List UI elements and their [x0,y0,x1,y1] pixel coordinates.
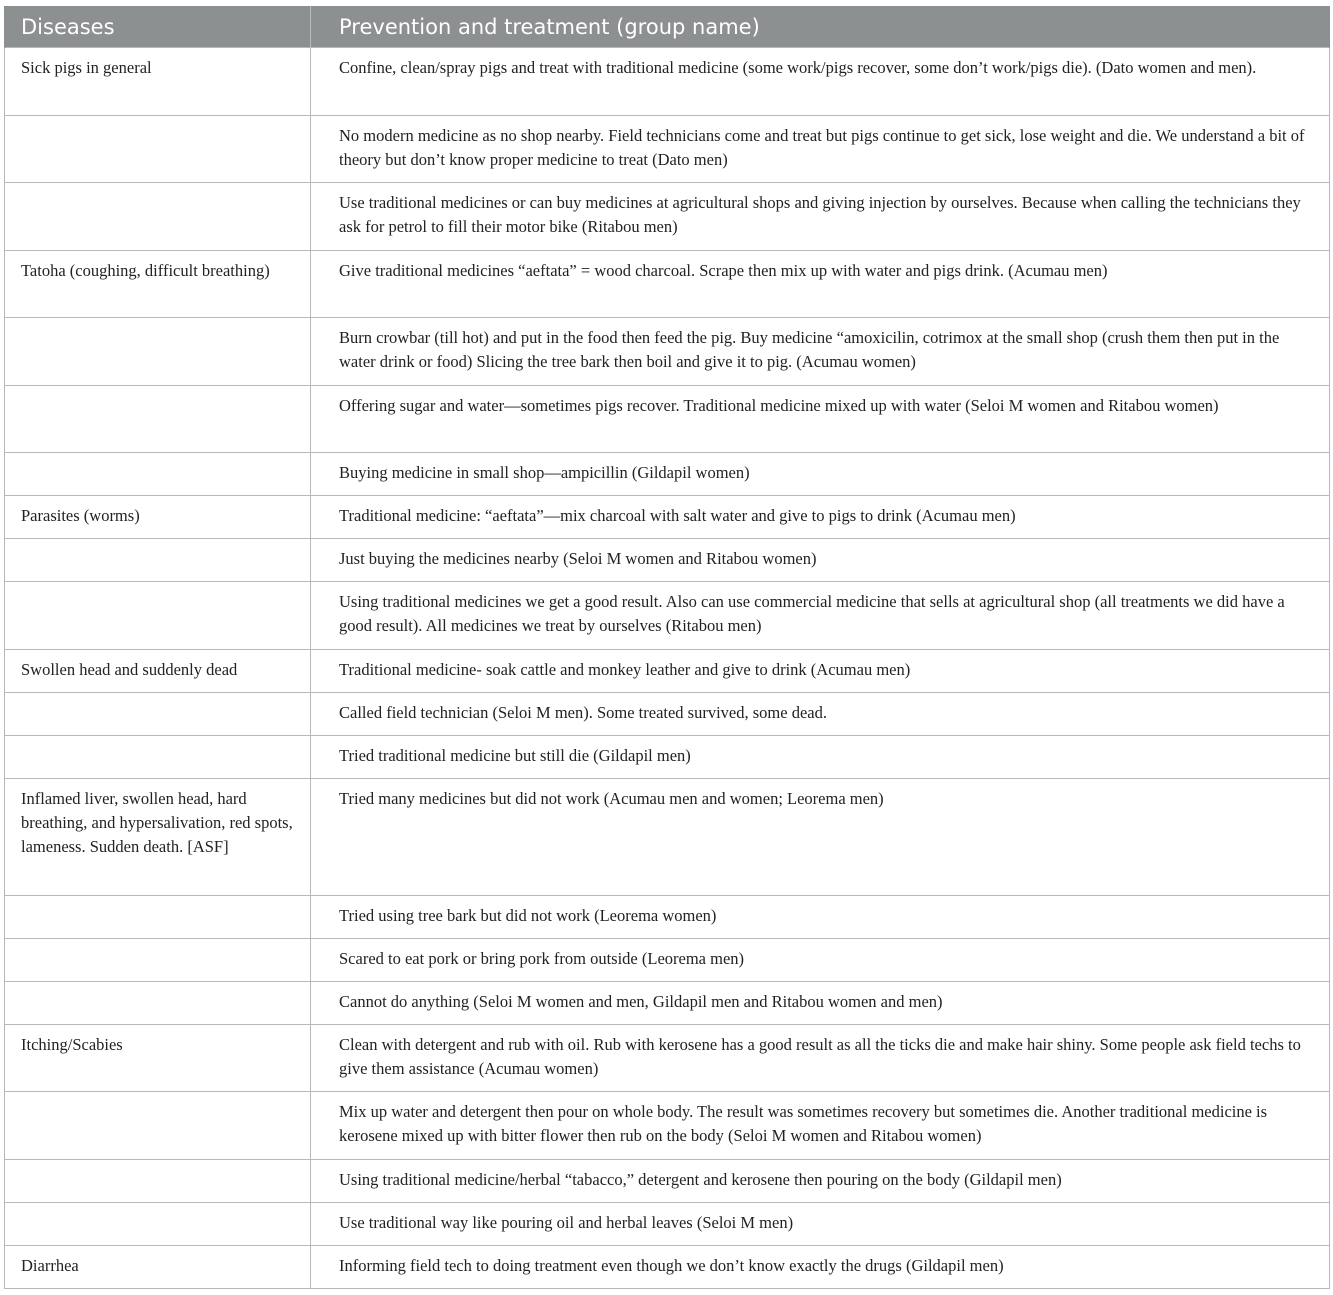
treatment-cell: Use traditional medicines or can buy medicines at agricultural shops and giving injection by ourselves. Because when calling the technicians they ask for petrol to fill their motor bike (Ritabou men) [311,183,1330,251]
disease-cell [5,1092,311,1160]
disease-cell: Diarrhea [5,1245,311,1288]
table-row [5,318,1330,386]
treatment-cell: Tried traditional medicine but still die (Gildapil men) [311,735,1330,778]
table-row [5,895,1330,938]
treatment-cell: Traditional medicine: “aeftata”—mix charcoal with salt water and give to pigs to drink (Acumau men) [311,496,1330,539]
treatment-cell: Just buying the medicines nearby (Seloi M women and Ritabou women) [311,539,1330,582]
treatment-cell: Tried using tree bark but did not work (Leorema women) [311,895,1330,938]
treatment-cell: Clean with detergent and rub with oil. Rub with kerosene has a good result as all the ticks die and make hair shiny. Some people ask field techs to give them assistance (Acumau women) [311,1024,1330,1092]
treatment-cell: Use traditional way like pouring oil and herbal leaves (Seloi M men) [311,1202,1330,1245]
treatment-cell: Cannot do anything (Seloi M women and men, Gildapil men and Ritabou women and men) [311,981,1330,1024]
table-row [5,48,1330,116]
disease-cell [5,318,311,386]
disease-cell [5,385,311,453]
disease-cell [5,582,311,650]
treatment-cell: Mix up water and detergent then pour on whole body. The result was sometimes recovery but sometimes die. Another traditional medicine is kerosene mixed up with bitter flower then rub on the body (Seloi M women and Ritabou women) [311,1092,1330,1160]
disease-cell [5,1202,311,1245]
table-row [5,385,1330,453]
table-row [5,250,1330,318]
disease-cell: Tatoha (coughing, difficult breathing) [5,250,311,318]
table-row [5,649,1330,692]
table-row [5,981,1330,1024]
disease-treatment-table [4,6,1330,1289]
disease-cell [5,183,311,251]
table-row [5,778,1330,895]
treatment-cell: Informing field tech to doing treatment even though we don’t know exactly the drugs (Gildapil men) [311,1245,1330,1288]
disease-cell [5,539,311,582]
disease-cell: Inflamed liver, swollen head, hard breathing, and hypersalivation, red spots, lameness. Sudden death. [ASF] [5,778,311,895]
disease-cell: Swollen head and suddenly dead [5,649,311,692]
table-row [5,1024,1330,1092]
disease-cell: Sick pigs in general [5,48,311,116]
treatment-cell: Burn crowbar (till hot) and put in the food then feed the pig. Buy medicine “amoxicilin, cotrimox at the small shop (crush them then put in the water drink or food) Slicing the tree bark then boil and give it to pig. (Acumau women) [311,318,1330,386]
treatment-cell: No modern medicine as no shop nearby. Field technicians come and treat but pigs continue to get sick, lose weight and die. We understand a bit of theory but don’t know proper medicine to treat (Dato men) [311,115,1330,183]
treatment-cell: Buying medicine in small shop—ampicillin (Gildapil women) [311,453,1330,496]
treatment-cell: Give traditional medicines “aeftata” = wood charcoal. Scrape then mix up with water and pigs drink. (Acumau men) [311,250,1330,318]
treatment-cell: Confine, clean/spray pigs and treat with traditional medicine (some work/pigs recover, some don’t work/pigs die). (Dato women and men). [311,48,1330,116]
table-row [5,183,1330,251]
table-row [5,539,1330,582]
treatment-cell: Using traditional medicine/herbal “tabacco,” detergent and kerosene then pouring on the body (Gildapil men) [311,1159,1330,1202]
column-header-prevention-treatment: Prevention and treatment (group name) [311,6,1330,48]
header-row [5,6,1330,48]
disease-cell [5,453,311,496]
disease-cell [5,938,311,981]
treatment-cell: Tried many medicines but did not work (Acumau men and women; Leorema men) [311,778,1330,895]
table-row [5,938,1330,981]
table-header [5,6,1330,48]
disease-cell: Itching/Scabies [5,1024,311,1092]
treatment-cell: Called field technician (Seloi M men). Some treated survived, some dead. [311,692,1330,735]
disease-cell [5,895,311,938]
table-row [5,1159,1330,1202]
disease-cell [5,981,311,1024]
table-body [5,48,1330,1289]
treatment-cell: Scared to eat pork or bring pork from outside (Leorema men) [311,938,1330,981]
table-row [5,735,1330,778]
table-row [5,692,1330,735]
disease-cell [5,735,311,778]
disease-cell [5,115,311,183]
treatment-cell: Using traditional medicines we get a good result. Also can use commercial medicine that sells at agricultural shop (all treatments we did have a good result). All medicines we treat by ourselves (Ritabou men) [311,582,1330,650]
disease-cell [5,1159,311,1202]
disease-cell: Parasites (worms) [5,496,311,539]
table-row [5,453,1330,496]
table-row [5,115,1330,183]
treatment-cell: Traditional medicine- soak cattle and monkey leather and give to drink (Acumau men) [311,649,1330,692]
treatment-cell: Offering sugar and water—sometimes pigs recover. Traditional medicine mixed up with water (Seloi M women and Ritabou women) [311,385,1330,453]
disease-cell [5,692,311,735]
table-row [5,496,1330,539]
table-row [5,1092,1330,1160]
table-row [5,1202,1330,1245]
column-header-diseases: Diseases [5,6,311,48]
table-row [5,1245,1330,1288]
table-row [5,582,1330,650]
